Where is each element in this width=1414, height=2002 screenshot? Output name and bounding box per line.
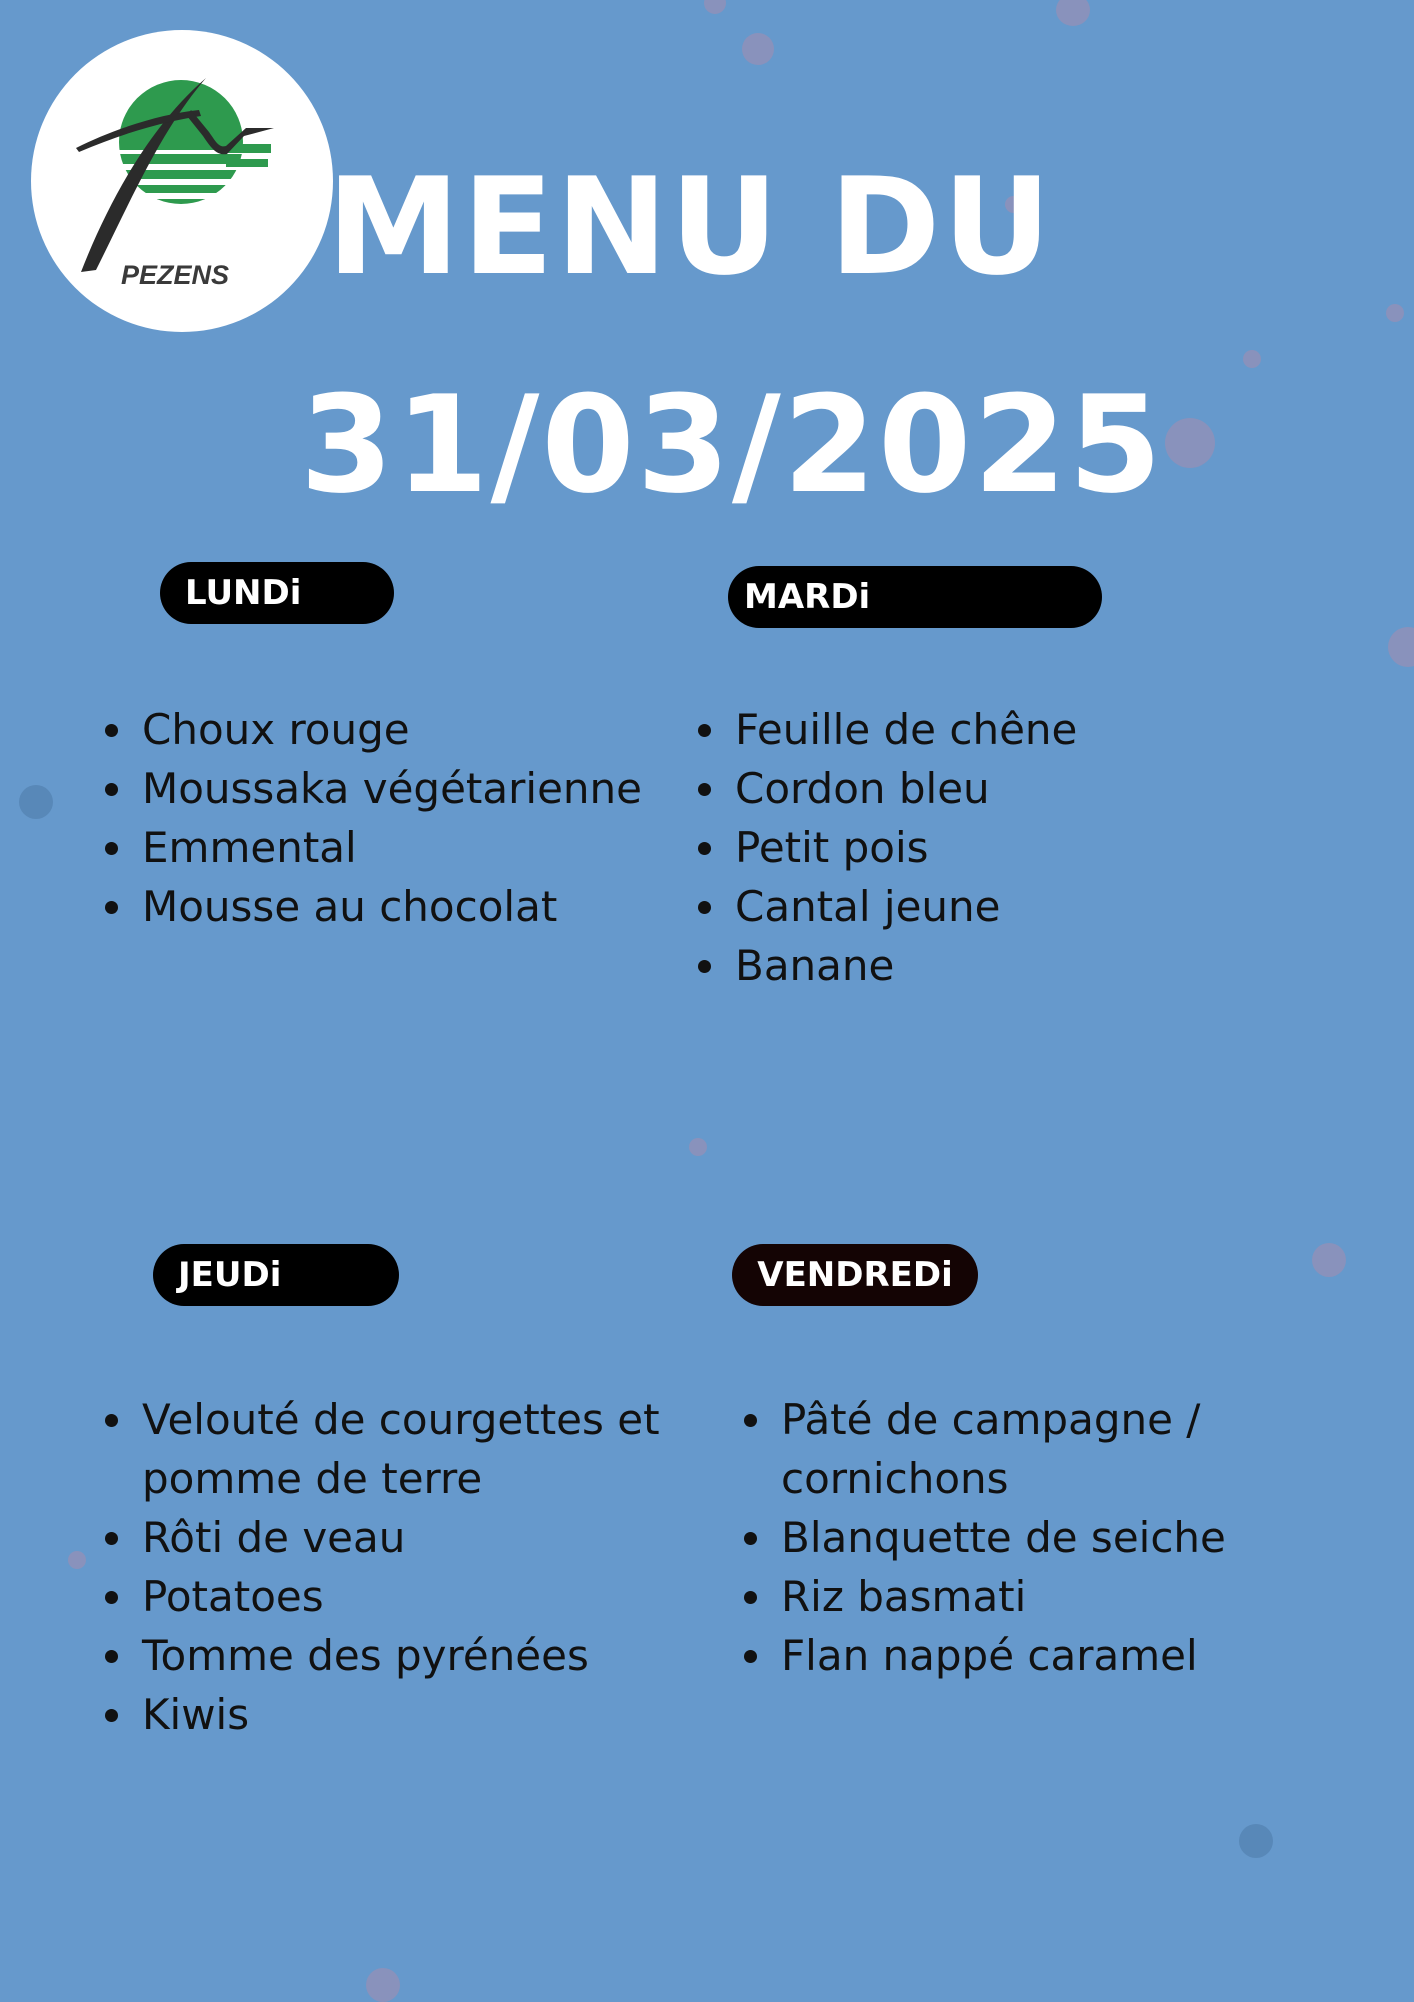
menu-list-mardi xyxy=(685,700,1291,995)
decor-dot xyxy=(689,1138,707,1156)
menu-list-jeudi xyxy=(92,1390,718,1744)
list-item: • Petit pois xyxy=(731,818,1291,877)
day-label-jeudi: JEUDi xyxy=(153,1244,399,1306)
decor-dot xyxy=(742,33,774,65)
list-item: • Velouté de courgettes et pomme de terre xyxy=(138,1390,718,1508)
list-item: • Cantal jeune xyxy=(731,877,1291,936)
decor-dot xyxy=(19,785,53,819)
list-item: • Moussaka végétarienne xyxy=(138,759,728,818)
list-item: • Emmental xyxy=(138,818,728,877)
list-item: • Rôti de veau xyxy=(138,1508,718,1567)
club-logo xyxy=(31,30,333,332)
decor-dot xyxy=(1239,1824,1273,1858)
list-item: • Mousse au chocolat xyxy=(138,877,728,936)
day-label-mardi: MARDi xyxy=(728,566,1102,628)
page-date: 31/03/2025 xyxy=(300,367,1164,523)
decor-dot xyxy=(704,0,726,14)
decor-dot xyxy=(68,1551,86,1569)
day-label-lundi: LUNDi xyxy=(160,562,394,624)
page-title: MENU DU xyxy=(326,149,1054,305)
list-item: • Riz basmati xyxy=(777,1567,1337,1626)
decor-dot xyxy=(1388,627,1414,667)
list-item: • Flan nappé caramel xyxy=(777,1626,1337,1685)
day-label-vendredi: VENDREDi xyxy=(732,1244,978,1306)
list-item: • Blanquette de seiche xyxy=(777,1508,1337,1567)
decor-dot xyxy=(1386,304,1404,322)
list-item: • Choux rouge xyxy=(138,700,728,759)
decor-dot xyxy=(1165,418,1215,468)
list-item: • Potatoes xyxy=(138,1567,718,1626)
menu-list-lundi xyxy=(92,700,728,936)
list-item: • Cordon bleu xyxy=(731,759,1291,818)
decor-dot xyxy=(1243,350,1261,368)
list-item: • Pâté de campagne / cornichons xyxy=(777,1390,1337,1508)
decor-dot xyxy=(1056,0,1090,26)
list-item: • Kiwis xyxy=(138,1685,718,1744)
logo-text: PEZENS xyxy=(121,260,230,290)
menu-list-vendredi xyxy=(731,1390,1337,1685)
list-item: • Banane xyxy=(731,936,1291,995)
list-item: • Tomme des pyrénées xyxy=(138,1626,718,1685)
decor-dot xyxy=(1312,1243,1346,1277)
decor-dot xyxy=(366,1968,400,2002)
list-item: • Feuille de chêne xyxy=(731,700,1291,759)
